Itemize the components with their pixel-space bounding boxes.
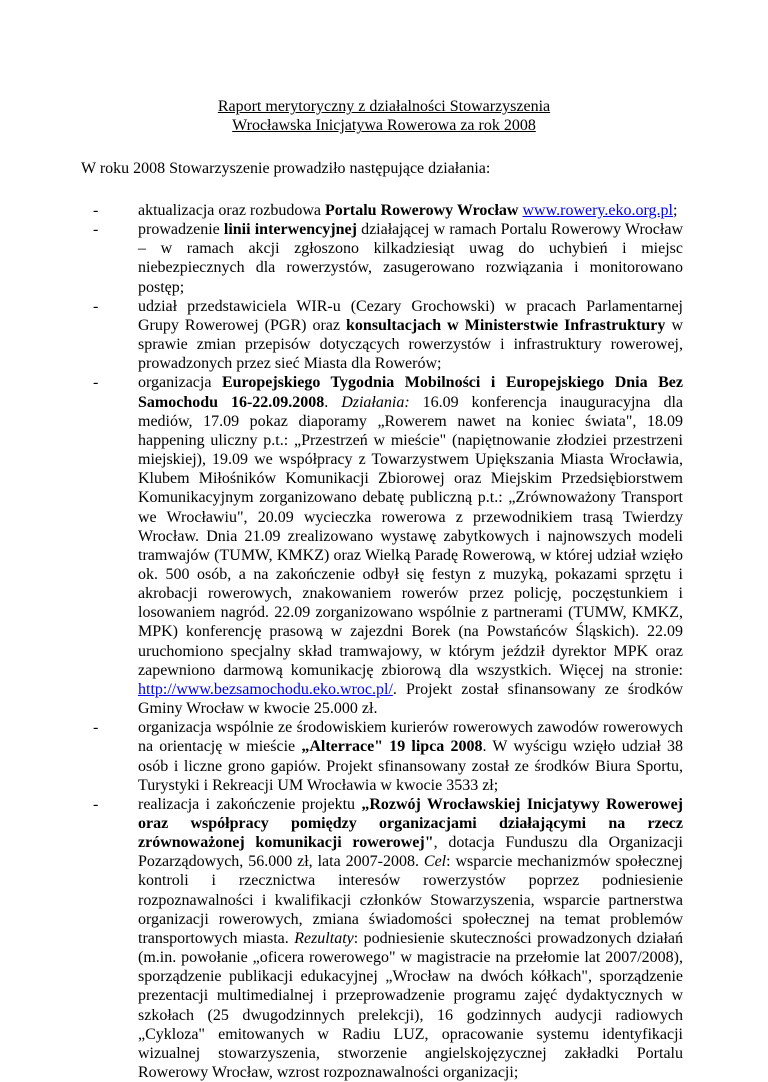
bold-text: „Rozwój Wrocławskiej Inicjatywy Rowerowej oraz współpracy pomiędzy organizacjami działającymi na rzecz zrównoważonej komunikacji rowerowej" — [138, 795, 684, 852]
bold-text: Europejskiego Tygodnia Mobilności i Europejskiego Dnia Bez Samochodu 16-22.09.2008 — [138, 374, 684, 411]
text-segment: organizacja wspólnie ze środowiskiem kurierów rowerowych zawodów rowerowych na orientację w mieście — [138, 719, 683, 756]
bold-text: Portalu Rowerowy Wrocław — [325, 202, 519, 219]
bold-text: „Alterrace" 19 lipca 2008 — [301, 738, 483, 756]
intro-paragraph: W roku 2008 Stowarzyszenie prowadziło następujące działania: — [81, 160, 491, 177]
hyperlink[interactable]: http://www.bezsamochodu.eko.wroc.pl/ — [138, 680, 393, 698]
text-segment: udział przedstawiciela WIR-u (Cezary Grochowski) w pracach Parlamentarnej Grupy Rowerowej (PGR) oraz — [138, 297, 683, 334]
document-title — [0, 97, 768, 135]
text-segment: . W wyścigu wzięło udział 38 osób i liczne grono gapiów. Projekt sfinansowany został ze środków Biura Sportu, Turystyki i Rekreacji UM Wrocławia w kwocie 3533 zł; — [138, 738, 684, 794]
text-segment: realizacja i zakończenie projektu — [138, 795, 362, 813]
bullet-dash: - — [93, 795, 99, 813]
text-segment: ; — [672, 202, 678, 219]
bullet-dash: - — [93, 719, 99, 737]
italic-text: Cel — [423, 853, 447, 871]
text-segment: prowadzenie — [138, 221, 224, 239]
italic-text: Działania: — [341, 393, 410, 411]
text-segment: aktualizacja oraz rozbudowa — [138, 202, 326, 219]
text-segment: : podniesienie skuteczności prowadzonych działań (m.in. powołanie „oficera rowerowego" w magistracie na przełomie lat 2007/2008), sporządzenie publikacji edukacyjnej „Wrocław na dwóch kółkach", sporządzenie prezentacji multimedialnej i przeprowadzenie programu zajęć dydaktycznych w szkołach (25 dwugodzinnych prelekcji), 16 godzinnych audycji radiowych „Cykloza" emitowanych w Radiu LUZ, opracowanie systemu identyfikacji wizualnej stowarzyszenia, stworzenie angielskojęzycznej zakładki Portalu Rowerowy Wrocław, wzrost rozpoznawalności organizacji; — [138, 929, 683, 1082]
title-line-1: Raport merytoryczny z działalności Stowarzyszenia — [217, 98, 551, 115]
italic-text: Rezultaty — [294, 929, 354, 947]
list-item — [93, 718, 683, 795]
bullet-dash: - — [93, 221, 99, 239]
title-line-2: Wrocławska Inicjatywa Rowerowa za rok 2008 — [232, 117, 536, 135]
text-segment: 16.09 konferencja inauguracyjna dla mediów, 17.09 pokaz diaporamy „Rowerem nawet na koniec świata", 18.09 happening uliczny p.t.: „Przestrzeń w mieście" (napiętnowanie złodziei przestrzeni miejskiej), 19.09 we współpracy z Towarzystwem Upiększania Miasta Wrocławia, Klubem Miłośników Komunikacji Zbiorowej oraz Miejskim Przedsiębiorstwem Komunikacyjnym zorganizowano debatę publiczną p.t.: „Zrównoważony Transport we Wrocławiu", 20.09 wycieczka rowerowa z przewodnikiem trasą Twierdzy Wrocław. Dnia 21.09 zrealizowano wystawę zabytkowych i najnowszych modeli tramwajów (TUMW, KMKZ) oraz Wielką Paradę Rowerową, w której udział wzięło ok. 500 osób, a na zakończenie odbył się festyn z muzyką, pokazami sprzętu i akrobacji rowerowych, znakowaniem rowerów przez policję, poczęstunkiem i losowaniem nagród. 22.09 zorganizowano wspólnie z partnerami (TUMW, KMKZ, MPK) konferencję prasową w zajezdni Borek (na Powstańców Śląskich). 22.09 uruchomiono specjalny skład tramwajowy, w którym jeździł dyrektor MPK oraz zapewniono darmową komunikację zbiorową dla wszystkich. Więcej na stronie: — [138, 393, 684, 679]
list-item — [93, 795, 683, 1082]
bold-text: konsultacjach w Ministerstwie Infrastruktury — [346, 316, 666, 334]
text-segment: działającej w ramach Portalu Rowerowy Wrocław – w ramach akcji zgłoszono kilkadziesiąt uwag do uchybień i miejsc niebezpiecznych dla rowerzystów, zasugerowano rozwiązania i monitorowano postęp; — [138, 221, 684, 296]
text-segment: . Projekt został sfinansowany ze środków Gminy Wrocław w kwocie 25.000 zł. — [138, 680, 683, 718]
text-segment: organizacja — [138, 374, 222, 392]
bold-text: linii interwencyjnej — [223, 221, 357, 239]
bullet-dash: - — [93, 202, 99, 219]
list-item — [93, 220, 683, 297]
bullet-dash: - — [93, 297, 99, 315]
text-segment: . — [324, 393, 342, 411]
list-item — [93, 297, 683, 374]
text-segment: : wsparcie mechanizmów społecznej kontroli i rzecznictwa interesów rowerzystów poprzez podniesienie rozpoznawalności i kwalifikacji członków Stowarzyszenia, wsparcie partnerstwa organizacji rowerowych, zmiana świadomości społecznej na temat problemów transportowych miasta. — [138, 853, 684, 947]
text-segment: , dotacja Funduszu dla Organizacji Pozarządowych, 56.000 zł, lata 2007-2008. — [138, 834, 684, 871]
activity-list — [93, 201, 683, 1082]
bullet-dash: - — [93, 374, 99, 392]
list-item — [93, 373, 683, 718]
text-segment: w sprawie zmian przepisów dotyczących rowerzystów i infrastruktury rowerowej, prowadzonych przez sieć Miasta dla Rowerów; — [138, 316, 683, 373]
list-item — [93, 201, 683, 220]
hyperlink[interactable]: www.rowery.eko.org.pl — [522, 202, 673, 219]
